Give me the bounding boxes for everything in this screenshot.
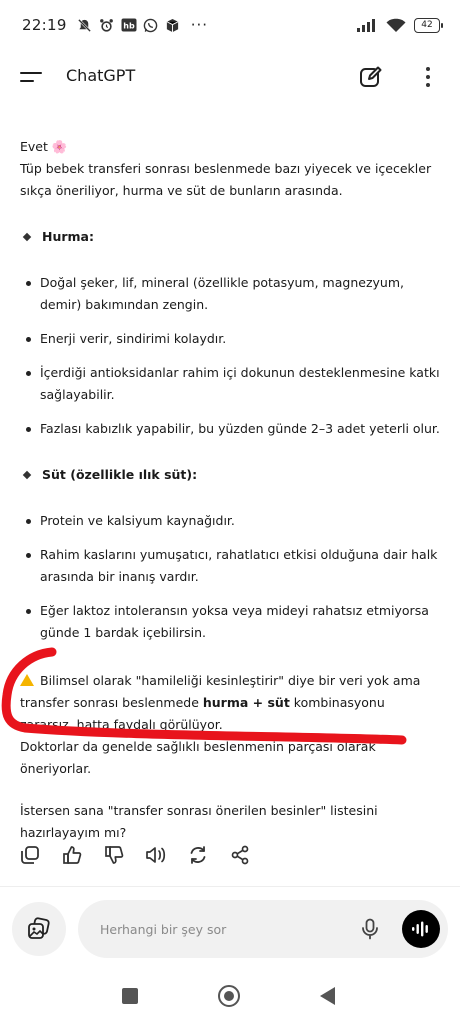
back-icon[interactable] (320, 987, 335, 1005)
whatsapp-icon (143, 17, 159, 33)
app-title: ChatGPT (66, 66, 136, 85)
message-intro-line2: Tüp bebek transferi sonrası beslenmede bazı yiyecek ve içecekler sıkça öneriliyor, hurma ve süt de bunların arasında. (20, 161, 432, 198)
list-item: Enerji verir, sindirimi kolaydır. (26, 328, 440, 350)
section2-title: Süt (özellikle ılık süt): (42, 467, 198, 482)
thumbs-up-icon[interactable] (60, 843, 84, 867)
menu-icon[interactable] (20, 64, 46, 90)
hurma-list (26, 272, 440, 440)
warning-icon (20, 674, 34, 686)
microphone-icon[interactable] (358, 917, 382, 941)
app-header (0, 52, 460, 102)
attachments-icon[interactable] (12, 902, 66, 956)
copy-icon[interactable] (18, 843, 42, 867)
list-item: Rahim kaslarını yumuşatıcı, rahatlatıcı etkisi olduğuna dair halk arasında bir inanış vardır. (26, 544, 440, 588)
thumbs-down-icon[interactable] (102, 843, 126, 867)
message-input[interactable] (100, 922, 340, 937)
list-item: Fazlası kabızlık yapabilir, bu yüzden günde 2–3 adet yeterli olur. (26, 418, 440, 440)
diamond-bullet-icon (23, 233, 31, 241)
list-item: Doğal şeker, lif, mineral (özellikle potasyum, magnezyum, demir) bakımından zengin. (26, 272, 440, 316)
status-bar (0, 0, 460, 50)
diamond-bullet-icon (23, 471, 31, 479)
battery-icon: 42 (414, 18, 440, 33)
home-icon[interactable] (218, 985, 240, 1007)
share-icon[interactable] (228, 843, 252, 867)
more-dots-icon: ··· (190, 16, 209, 34)
message-input-container (78, 900, 448, 958)
recents-icon[interactable] (122, 988, 138, 1004)
message-intro-line1: Evet 🌸 (20, 139, 68, 154)
wifi-icon (386, 17, 406, 33)
box-icon (165, 17, 181, 33)
system-nav-bar (0, 972, 460, 1024)
doctors-line: Doktorlar da genelde sağlıklı beslenmenin parçası olarak öneriyorlar. (20, 739, 376, 776)
more-vertical-icon[interactable] (418, 64, 438, 90)
mute-icon (77, 17, 93, 33)
warning-paragraph: Bilimsel olarak "hamileliği kesinleştirir" diye bir veri yok ama transfer sonrası beslenmede hurma + süt kombinasyonu zararsız, hatta faydalı görülüyor. (20, 673, 421, 732)
section1-title: Hurma: (42, 229, 94, 244)
hb-app-icon (121, 17, 137, 33)
composer (0, 898, 460, 960)
voice-mode-icon[interactable] (402, 910, 440, 948)
read-aloud-icon[interactable] (144, 843, 168, 867)
section-heading-hurma (24, 226, 440, 248)
new-chat-icon[interactable] (358, 64, 384, 90)
sut-list (26, 510, 440, 644)
list-item: Protein ve kalsiyum kaynağıdır. (26, 510, 440, 532)
message-actions (18, 840, 252, 870)
svg-text:hb: hb (123, 21, 135, 31)
section-heading-sut (24, 464, 440, 486)
composer-divider (0, 886, 460, 887)
notification-icons (77, 16, 208, 34)
status-time: 22:19 (22, 16, 67, 34)
alarm-icon (99, 17, 115, 33)
regenerate-icon[interactable] (186, 843, 210, 867)
assistant-message (20, 136, 440, 844)
closing-question: İstersen sana "transfer sonrası önerilen besinler" listesini hazırlayayım mı? (20, 803, 378, 840)
system-status (356, 17, 440, 33)
list-item: Eğer laktoz intoleransın yoksa veya mideyi rahatsız etmiyorsa günde 1 bardak içebilirsin. (26, 600, 440, 644)
signal-icon (356, 17, 378, 33)
list-item: İçerdiği antioksidanlar rahim içi dokunun desteklenmesine katkı sağlayabilir. (26, 362, 440, 406)
